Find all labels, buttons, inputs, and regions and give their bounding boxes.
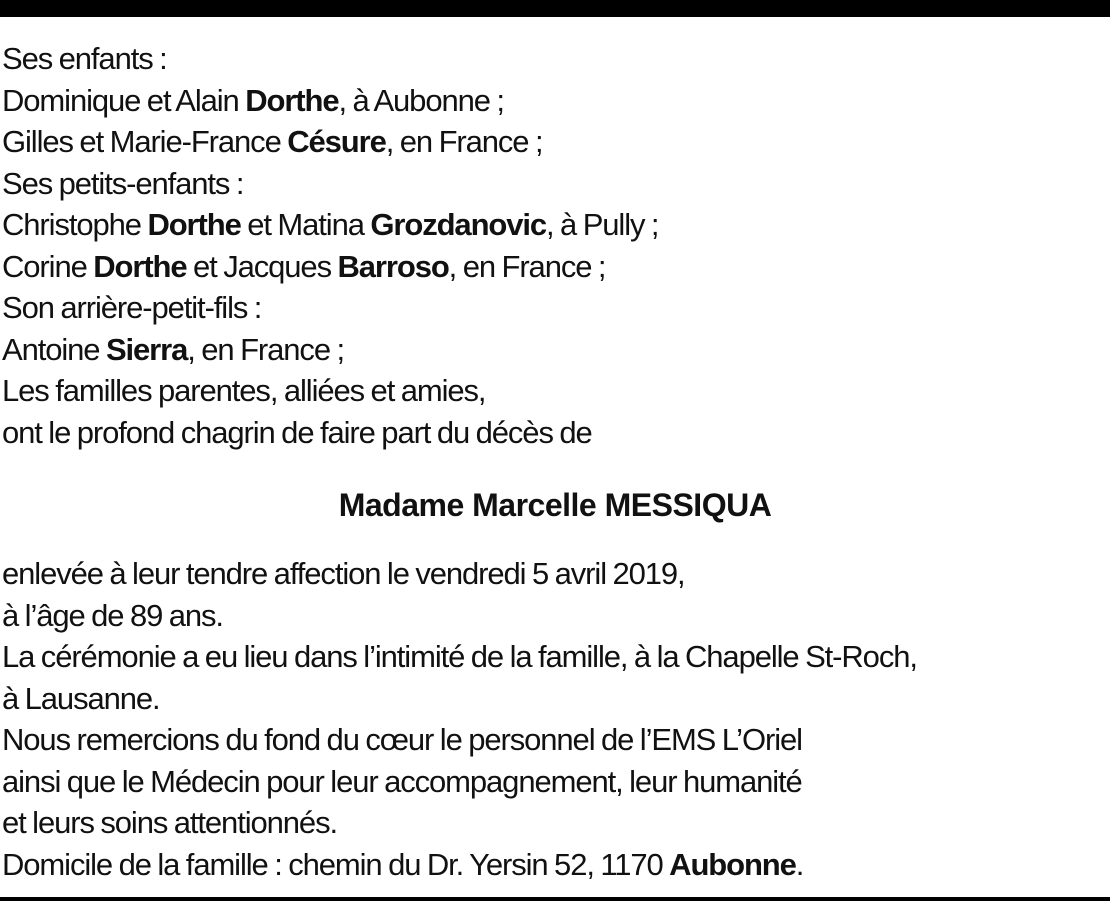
child-place: , en France ; xyxy=(385,124,543,159)
partner-surname: Grozdanovic xyxy=(370,207,547,242)
address-suffix: . xyxy=(795,846,804,882)
details-line-5: Nous remercions du fond du cœur le personnel de l’EMS L’Oriel xyxy=(2,722,802,757)
details-line-4: à Lausanne. xyxy=(2,680,160,716)
partner-join: et Jacques xyxy=(186,248,338,284)
address-line xyxy=(2,844,1102,886)
great-grandchild-heading: Son arrière-petit-fils : xyxy=(2,290,262,325)
child-line-1 xyxy=(2,80,1102,122)
grandchild-surname: Dorthe xyxy=(147,207,241,242)
details-line-3: La cérémonie a eu lieu dans l’intimité de la famille, à la Chapelle St-Roch, xyxy=(2,639,917,674)
grandchild-line-2 xyxy=(2,246,1102,288)
great-grandchild-name: Antoine xyxy=(2,331,106,367)
details-line-1: enlevée à leur tendre affection le vendredi 5 avril 2019, xyxy=(2,556,685,591)
great-grandchild-line xyxy=(2,329,1102,371)
grandchild-first-name: Corine xyxy=(2,248,94,284)
details-text xyxy=(2,553,1102,885)
child-names: Dominique et Alain xyxy=(2,82,246,118)
details-line-6: ainsi que le Médecin pour leur accompagnement, leur humanité xyxy=(2,763,802,799)
announcement-line: ont le profond chagrin de faire part du décès de xyxy=(2,414,592,450)
deceased-name: Madame Marcelle MESSIQUA xyxy=(338,487,772,523)
details-line-7: et leurs soins attentionnés. xyxy=(2,805,337,840)
grandchild-line-1 xyxy=(2,204,1102,246)
child-surname: Dorthe xyxy=(245,82,339,118)
grandchild-place: , en France ; xyxy=(448,248,606,284)
great-grandchild-place: , en France ; xyxy=(187,331,344,367)
grandchildren-heading: Ses petits-enfants : xyxy=(2,165,244,201)
grandchild-surname: Dorthe xyxy=(93,248,187,284)
children-heading: Ses enfants : xyxy=(2,41,167,76)
family-list xyxy=(2,38,1102,453)
bottom-border xyxy=(0,897,1110,901)
child-surname: Césure xyxy=(287,124,386,159)
partner-join: et Matina xyxy=(240,207,371,242)
top-border xyxy=(0,0,1110,17)
grandchild-first-name: Christophe xyxy=(2,207,148,242)
address-city: Aubonne xyxy=(669,846,796,882)
relatives-line: Les familles parentes, alliées et amies, xyxy=(2,373,486,408)
child-line-2 xyxy=(2,121,1102,163)
details-line-2: à l’âge de 89 ans. xyxy=(2,597,223,633)
child-names: Gilles et Marie-France xyxy=(2,124,288,159)
child-place: , à Aubonne ; xyxy=(338,82,504,118)
partner-surname: Barroso xyxy=(337,248,449,284)
grandchild-place: , à Pully ; xyxy=(546,207,659,242)
address-prefix: Domicile de la famille : chemin du Dr. Yersin 52, 1170 xyxy=(2,846,670,882)
great-grandchild-surname: Sierra xyxy=(105,331,188,367)
